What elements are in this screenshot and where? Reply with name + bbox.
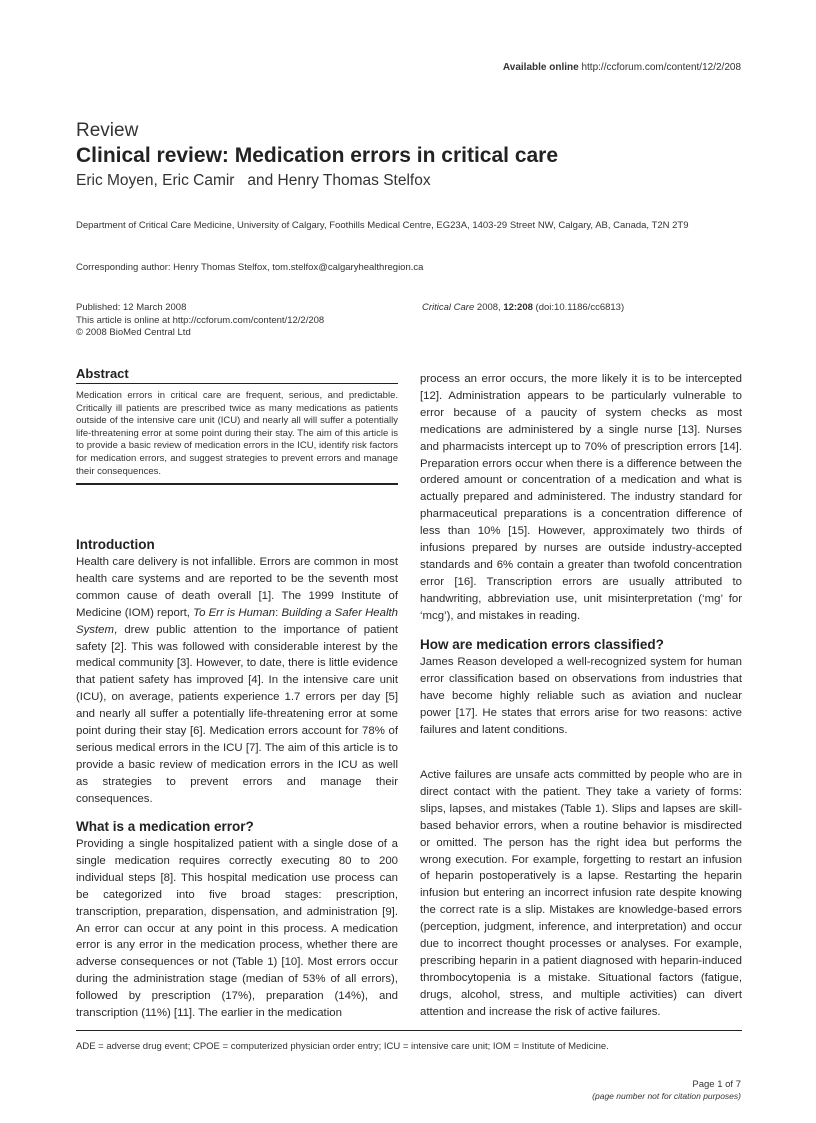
page-note: (page number not for citation purposes) — [592, 1091, 741, 1101]
abbreviations: ADE = adverse drug event; CPOE = computerized physician order entry; ICU = intensive care unit; IOM = Institute of Medicine. — [76, 1041, 609, 1052]
page-number: Page 1 of 7 — [692, 1079, 741, 1090]
active-failures-paragraph: Active failures are unsafe acts committed by people who are in direct contact with the patient. They take a variety of forms: slips, lapses, and mistakes (Table 1). Slips and lapses are skill-based behavior errors, when a routine behavior is misdirected or omitted. The person has the right idea but performs the wrong execution. For example, forgetting to restart an infusion of heparin postoperatively is a lapse. Restarting the heparin infusion but entering an incorrect infusion rate despite knowing the correct rate is a slip. Mistakes are knowledge-based errors (perception, judgment, inference, and interpretation) and occur due to incorrect thought processes or analyses. For example, prescribing heparin in a patient diagnosed with heparin-induced thrombocytopenia is a mistake. Situational factors (fatigue, drugs, alcohol, stress, and multiple activities) can divert attention and increase the risk of active failures. — [420, 769, 742, 1018]
classified-section — [420, 636, 742, 653]
classified-body — [420, 654, 742, 739]
intro-report-subtitle: Building a Safer Health System — [76, 606, 398, 636]
availability-header — [503, 62, 741, 73]
article-title: Clinical review: Medication errors in critical care — [76, 144, 559, 167]
abstract-heading: Abstract — [76, 366, 398, 384]
citation — [422, 302, 624, 315]
intro-report-title: To Err is Human — [193, 606, 276, 619]
citation-volume: 12:208 — [503, 302, 533, 313]
continuation-paragraph: process an error occurs, the more likely it is to be intercepted [12]. Administration appears to be particularly vulnerable to error because of a paucity of system checks as most medications are administered by a single nurse [13]. Nurses and pharmacists intercept up to 70% of prescription errors [14]. Preparation errors occur when there is a difference between the ordered amount or concentration of a medication and what is actually prepared and administered. The industry standard for pharmaceutical preparations is a concentration difference of less than 10% [15]. However, approximately two thirds of infusions prepared by nurses are outside industry-accepted standards and 6% contain a greater than twofold concentration error [16]. Transcription errors are usually attributed to handwriting, abbreviation use, unit misinterpretation (‘mg’ for ‘mcg’), and mistakes in reading. — [420, 373, 742, 622]
classified-paragraph: James Reason developed a well-recognized system for human error classification based on observations from industries that have become highly reliable such as aviation and nuclear power [17]. He states that errors arise for two reasons: active failures and latent conditions. — [420, 656, 742, 736]
article-url[interactable]: http://ccforum.com/content/12/2/208 — [581, 62, 741, 73]
abstract-box — [76, 366, 398, 485]
introduction-section — [76, 536, 398, 553]
copyright: © 2008 BioMed Central Ltd — [76, 327, 191, 338]
journal-name: Critical Care — [422, 302, 475, 313]
affiliation: Department of Critical Care Medicine, University of Calgary, Foothills Medical Centre, EG23A, 1403-29 Street NW, Calgary, AB, Canada, T2N 2T9 — [76, 220, 689, 231]
publication-info — [76, 302, 324, 340]
what-is-paragraph: Providing a single hospitalized patient with a single dose of a single medication requires correctly executing 80 to 200 individual steps [8]. This hospital medication use process can be categorized into five broad stages: prescription, transcription, preparation, dispensation, and administration [9]. An error can occur at any point in this process. A medication error is any error in the medication process, whether there are adverse consequences or not (Table 1) [10]. Most errors occur during the administration stage (median of 53% of all errors), followed by prescription (17%), preparation (14%), and transcription (11%) [11]. The earlier in the medication — [76, 838, 398, 1020]
intro-text-c: , drew public attention to the importance of patient safety [2]. This was followed with considerable interest by the medical community [3]. However, to date, there is little evidence that patient safety has improved [4]. In the intensive care unit (ICU), on average, patients experience 1.7 errors per day [5] and nearly all suffer a potentially life-threatening error at some point during their stay [6]. Medication errors account for 78% of serious medical errors in the ICU [7]. The aim of this article is to provide a basic review of medication errors in the ICU as well as strategies to prevent errors and manage their consequences. — [76, 623, 398, 805]
introduction-heading: Introduction — [76, 537, 155, 552]
intro-text-b: : — [275, 606, 282, 619]
active-failures-body — [420, 767, 742, 1021]
introduction-paragraph — [76, 554, 398, 808]
footer-divider — [76, 1030, 742, 1031]
citation-doi: (doi:10.1186/cc6813) — [532, 302, 625, 313]
what-is-body — [76, 836, 398, 1022]
online-location: This article is online at http://ccforum.com/content/12/2/208 — [76, 314, 325, 326]
author-list: Eric Moyen, Eric Camir and Henry Thomas Stelfox — [76, 172, 431, 189]
abstract-text: Medication errors in critical care are frequent, serious, and predictable. Critically ill patients are prescribed twice as many medications as patients outside of the intensive care unit (ICU) and nearly all will suffer a potentially life-threatening error at some point during their stay. The aim of this article is to provide a basic review of medication errors in the ICU, identify risk factors for medication errors, and suggest strategies to prevent errors and manage their consequences. — [76, 390, 398, 477]
citation-year: 2008, — [474, 302, 504, 313]
intro-text-a: Health care delivery is not infallible. Errors are common in most health care systems and are reported to be the seventh most common cause of death overall [1]. The 1999 Institute of Medicine (IOM) report, — [76, 556, 398, 619]
classified-heading: How are medication errors classified? — [420, 637, 664, 652]
introduction-body — [76, 554, 398, 808]
what-is-heading: What is a medication error? — [76, 819, 254, 834]
what-is-section — [76, 818, 398, 835]
published-date: Published: 12 March 2008 — [76, 302, 187, 313]
abstract-divider — [76, 483, 398, 485]
right-column-continuation — [420, 371, 742, 625]
article-type: Review — [76, 120, 139, 141]
corresponding-author: Corresponding author: Henry Thomas Stelfox, tom.stelfox@calgaryhealthregion.ca — [76, 262, 424, 273]
available-label: Available online — [502, 62, 579, 73]
